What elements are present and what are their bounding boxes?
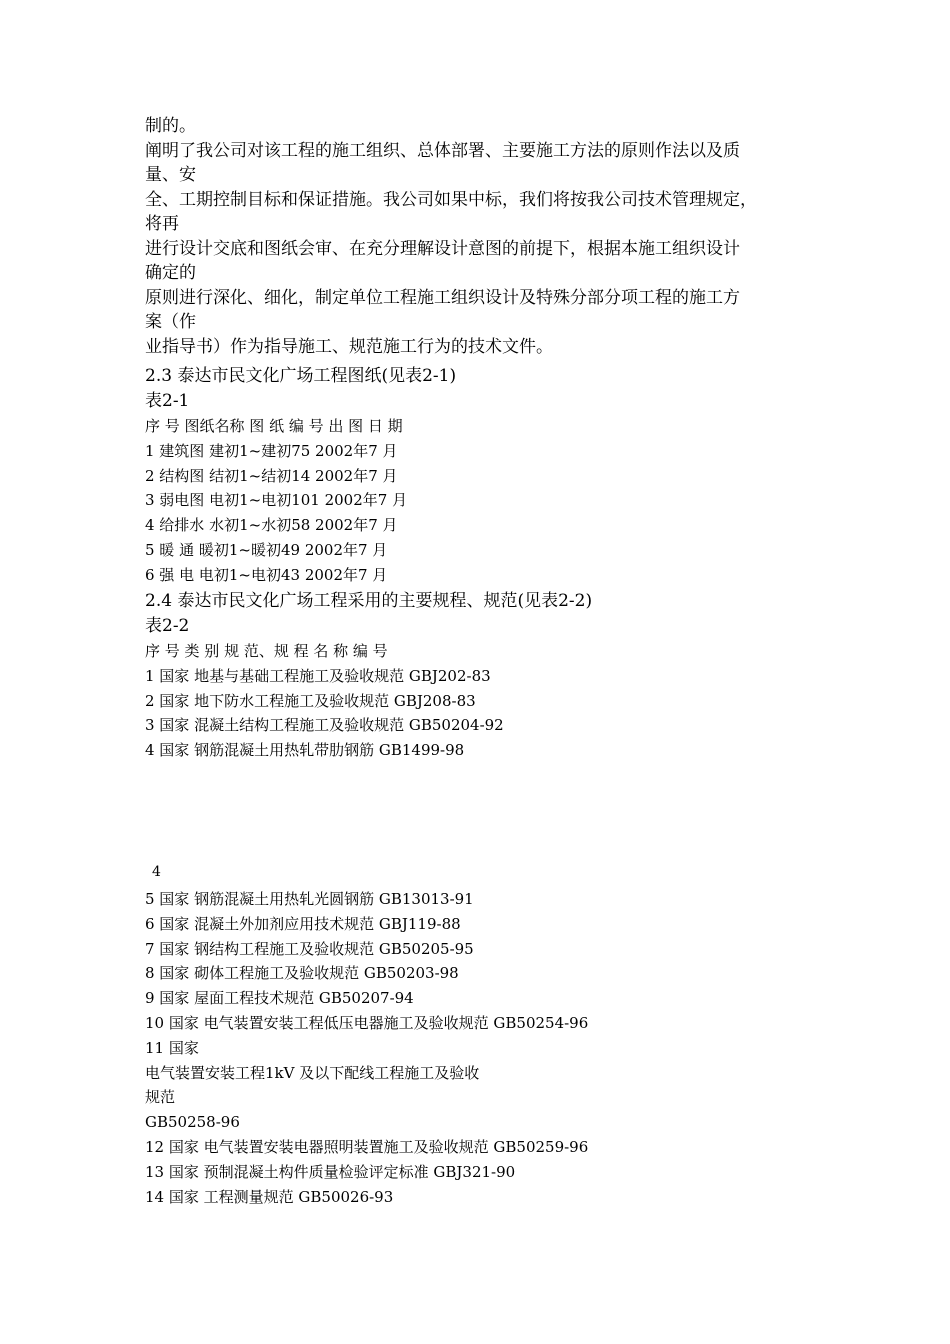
table-caption: 表2-1 [145,391,190,411]
table-header: 序 号 类 别 规 范、规 程 名 称 编 号 [145,642,388,660]
section-2-3 [145,364,815,588]
text-line: 业指导书）作为指导施工、规范施工行为的技术文件。 [145,336,553,357]
table-row: 11 国家 [145,1038,199,1057]
table-row: 7 国家 钢结构工程施工及验收规范 GB50205-95 [145,939,474,958]
table-row: 3 弱电图 电初1~电初101 2002年7 月 [145,491,408,510]
table-row: 1 国家 地基与基础工程施工及验收规范 GBJ202-83 [145,666,491,685]
table-row: 电气装置安装工程1kV 及以下配线工程施工及验收 [145,1063,480,1082]
text-line: 量、安 [145,165,196,185]
table-caption: 表2-2 [145,616,190,636]
table-row: 2 结构图 结初1~结初14 2002年7 月 [145,466,398,485]
standards-table-part-2 [145,887,815,1209]
table-row: 规范 [145,1088,176,1107]
table-row: 4 国家 钢筋混凝土用热轧带肋钢筋 GB1499-98 [145,741,465,760]
table-row: 3 国家 混凝土结构工程施工及验收规范 GB50204-92 [145,716,504,735]
table-row: 6 国家 混凝土外加剂应用技术规范 GBJ119-88 [145,914,461,933]
text-line: 制的。 [145,116,196,136]
table-row: 13 国家 预制混凝土构件质量检验评定标准 GBJ321-90 [145,1162,516,1181]
table-row: 5 国家 钢筋混凝土用热轧光圆钢筋 GB13013-91 [145,890,474,908]
table-row: 4 给排水 水初1~水初58 2002年7 月 [145,516,398,535]
table-row: 5 暖 通 暖初1~暖初49 2002年7 月 [145,540,388,559]
table-row: GB50258-96 [145,1113,240,1132]
table-row: 10 国家 电气装置安装工程低压电器施工及验收规范 GB50254-96 [145,1013,589,1032]
page-number: 4 [152,864,161,880]
intro-paragraph [145,114,815,359]
text-line: 阐明了我公司对该工程的施工组织、总体部署、主要施工方法的原则作法以及质 [145,140,740,161]
table-row: 1 建筑图 建初1~建初75 2002年7 月 [145,441,398,460]
text-line: 原则进行深化、细化，制定单位工程施工组织设计及特殊分部分项工程的施工方 [145,287,740,308]
text-line: 确定的 [145,263,196,283]
table-row: 12 国家 电气装置安装电器照明装置施工及验收规范 GB50259-96 [145,1137,589,1156]
table-row: 9 国家 屋面工程技术规范 GB50207-94 [145,989,414,1008]
table-row: 2 国家 地下防水工程施工及验收规范 GBJ208-83 [145,691,476,710]
table-header: 序 号 图纸名称 图 纸 编 号 出 图 日 期 [145,417,403,435]
text-line: 案（作 [145,312,196,332]
table-row: 8 国家 砌体工程施工及验收规范 GB50203-98 [145,964,459,983]
section-heading: 2.4 泰达市民文化广场工程采用的主要规程、规范(见表2-2) [145,591,593,611]
text-line: 全、工期控制目标和保证措施。我公司如果中标，我们将按我公司技术管理规定， [145,189,757,210]
section-2-4 [145,589,815,763]
text-line: 将再 [145,214,179,234]
text-line: 进行设计交底和图纸会审、在充分理解设计意图的前提下，根据本施工组织设计 [145,238,740,259]
section-heading: 2.3 泰达市民文化广场工程图纸(见表2-1) [145,366,457,386]
table-row: 6 强 电 电初1~电初43 2002年7 月 [145,565,388,584]
drawings-table [145,414,815,588]
standards-table-part-1 [145,639,815,763]
table-row: 14 国家 工程测量规范 GB50026-93 [145,1187,394,1206]
